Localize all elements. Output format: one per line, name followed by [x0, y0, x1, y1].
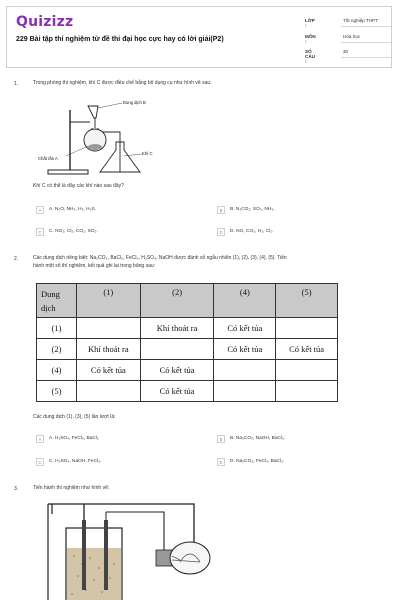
table-cell: Có kết tủa: [214, 318, 276, 339]
option-text: C. NO₂, Cl₂, CO₂, SO₂.: [49, 229, 98, 234]
table-row: [37, 339, 338, 360]
option-letter-box: B: [217, 435, 225, 443]
table-cell: (1): [37, 318, 77, 339]
table-header-cell: (2): [140, 284, 214, 318]
question-3-text: Tiến hành thí nghiệm như hình vẽ:: [33, 485, 110, 491]
meta-class-key: LỚP :: [305, 18, 315, 28]
table-row: [37, 381, 338, 402]
option-letter-box: C: [36, 458, 44, 466]
option-text: D. NO, CO₂, H₂, Cl₂.: [230, 229, 274, 234]
table-cell: [214, 360, 276, 381]
conductivity-experiment-figure: [44, 498, 214, 600]
table-cell: Có kết tủa: [276, 339, 338, 360]
table-cell: [76, 318, 140, 339]
option-letter-box: A: [36, 206, 44, 214]
table-cell: (4): [37, 360, 77, 381]
table-row: [37, 318, 338, 339]
option-letter-box: D: [217, 458, 225, 466]
worksheet-header: [6, 6, 392, 68]
meta-divider: [341, 42, 391, 43]
table-cell: Có kết tủa: [214, 339, 276, 360]
option-text: B. Na₂CO₃, NaOH, BaCl₂.: [230, 436, 286, 441]
worksheet-title: 229 Bài tập thí nghiệm từ đề thi đại học cực hay có lời giải(P2): [16, 36, 224, 43]
label-chat-ran-a: Chất rắn A: [38, 156, 58, 161]
table-cell: [76, 381, 140, 402]
table-cell: [214, 381, 276, 402]
table-cell: [276, 381, 338, 402]
meta-subject-key: MÔN :: [305, 34, 316, 44]
table-cell: Có kết tủa: [140, 360, 214, 381]
option-text: A. H₂SO₄, FeCl₃, BaCl₂: [49, 436, 99, 441]
question-1-prompt: Khí C có thể là dãy các khí nào sau đây?: [33, 183, 124, 189]
question-2-prompt: Các dung dịch (1), (3), (5) lần lượt là:: [33, 414, 116, 420]
table-cell: [140, 339, 214, 360]
table-header-cell: (4): [214, 284, 276, 318]
table-header-cell: (1): [76, 284, 140, 318]
table-cell: (5): [37, 381, 77, 402]
reaction-results-table: [36, 283, 338, 402]
meta-divider: [341, 26, 391, 27]
question-1-number: 1.: [14, 81, 19, 87]
lab-apparatus-figure: [36, 96, 166, 178]
table-cell: Khí thoát ra: [140, 318, 214, 339]
quizizz-logo: Quizizz: [16, 14, 74, 30]
table-cell: [276, 360, 338, 381]
question-3-number: 3.: [14, 486, 19, 492]
table-cell: (2): [37, 339, 77, 360]
table-header-row: [37, 284, 338, 318]
question-1-text: Trong phòng thí nghiệm, khí C được điều chế bằng bộ dụng cụ như hình vẽ sau:: [33, 80, 212, 86]
table-cell: [276, 318, 338, 339]
option-text: A. N₂O, NH₃, H₂, H₂S.: [49, 207, 96, 212]
table-cell: Có kết tủa: [76, 360, 140, 381]
table-cell: Có kết tủa: [140, 381, 214, 402]
question-2-number: 2.: [14, 256, 19, 262]
table-header-cell: (5): [276, 284, 338, 318]
option-text: C. H₂SO₄, NaOH, FeCl₃.: [49, 459, 102, 464]
question-2-text-line1: Các dung dịch riêng biệt: Na₂CO₃, BaCl₂, FeCl₃, H₂SO₄, NaOH được đánh số ngẫu nhiên (1), (2), (3), (4), (5). Tiến: [33, 255, 287, 261]
question-2-text-line2: hành một số thí nghiệm, kết quả ghi lại trong bảng sau:: [33, 263, 156, 269]
table-cell: Khí thoát ra: [76, 339, 140, 360]
option-letter-box: B: [217, 206, 225, 214]
meta-count-key: SỐ CÂU :: [305, 49, 315, 64]
table-header-cell: Dung dịch: [37, 284, 77, 318]
option-letter-box: C: [36, 228, 44, 236]
meta-divider: [341, 57, 391, 58]
meta-count-value: 30: [343, 49, 349, 54]
label-khi-c: Khí C: [142, 151, 153, 156]
option-letter-box: A: [36, 435, 44, 443]
meta-subject-value: Hóa học: [343, 34, 361, 39]
label-dung-dich-b: Dung dịch B: [123, 100, 146, 105]
table-row: [37, 360, 338, 381]
option-letter-box: D: [217, 228, 225, 236]
meta-class-value: Tốt nghiệp THPT: [343, 18, 378, 23]
option-text: B. N₂CO₂, SO₂, NH₃.: [230, 207, 275, 212]
option-text: D. Na₂CO₃, FeCl₃, BaCl₂.: [230, 459, 285, 464]
